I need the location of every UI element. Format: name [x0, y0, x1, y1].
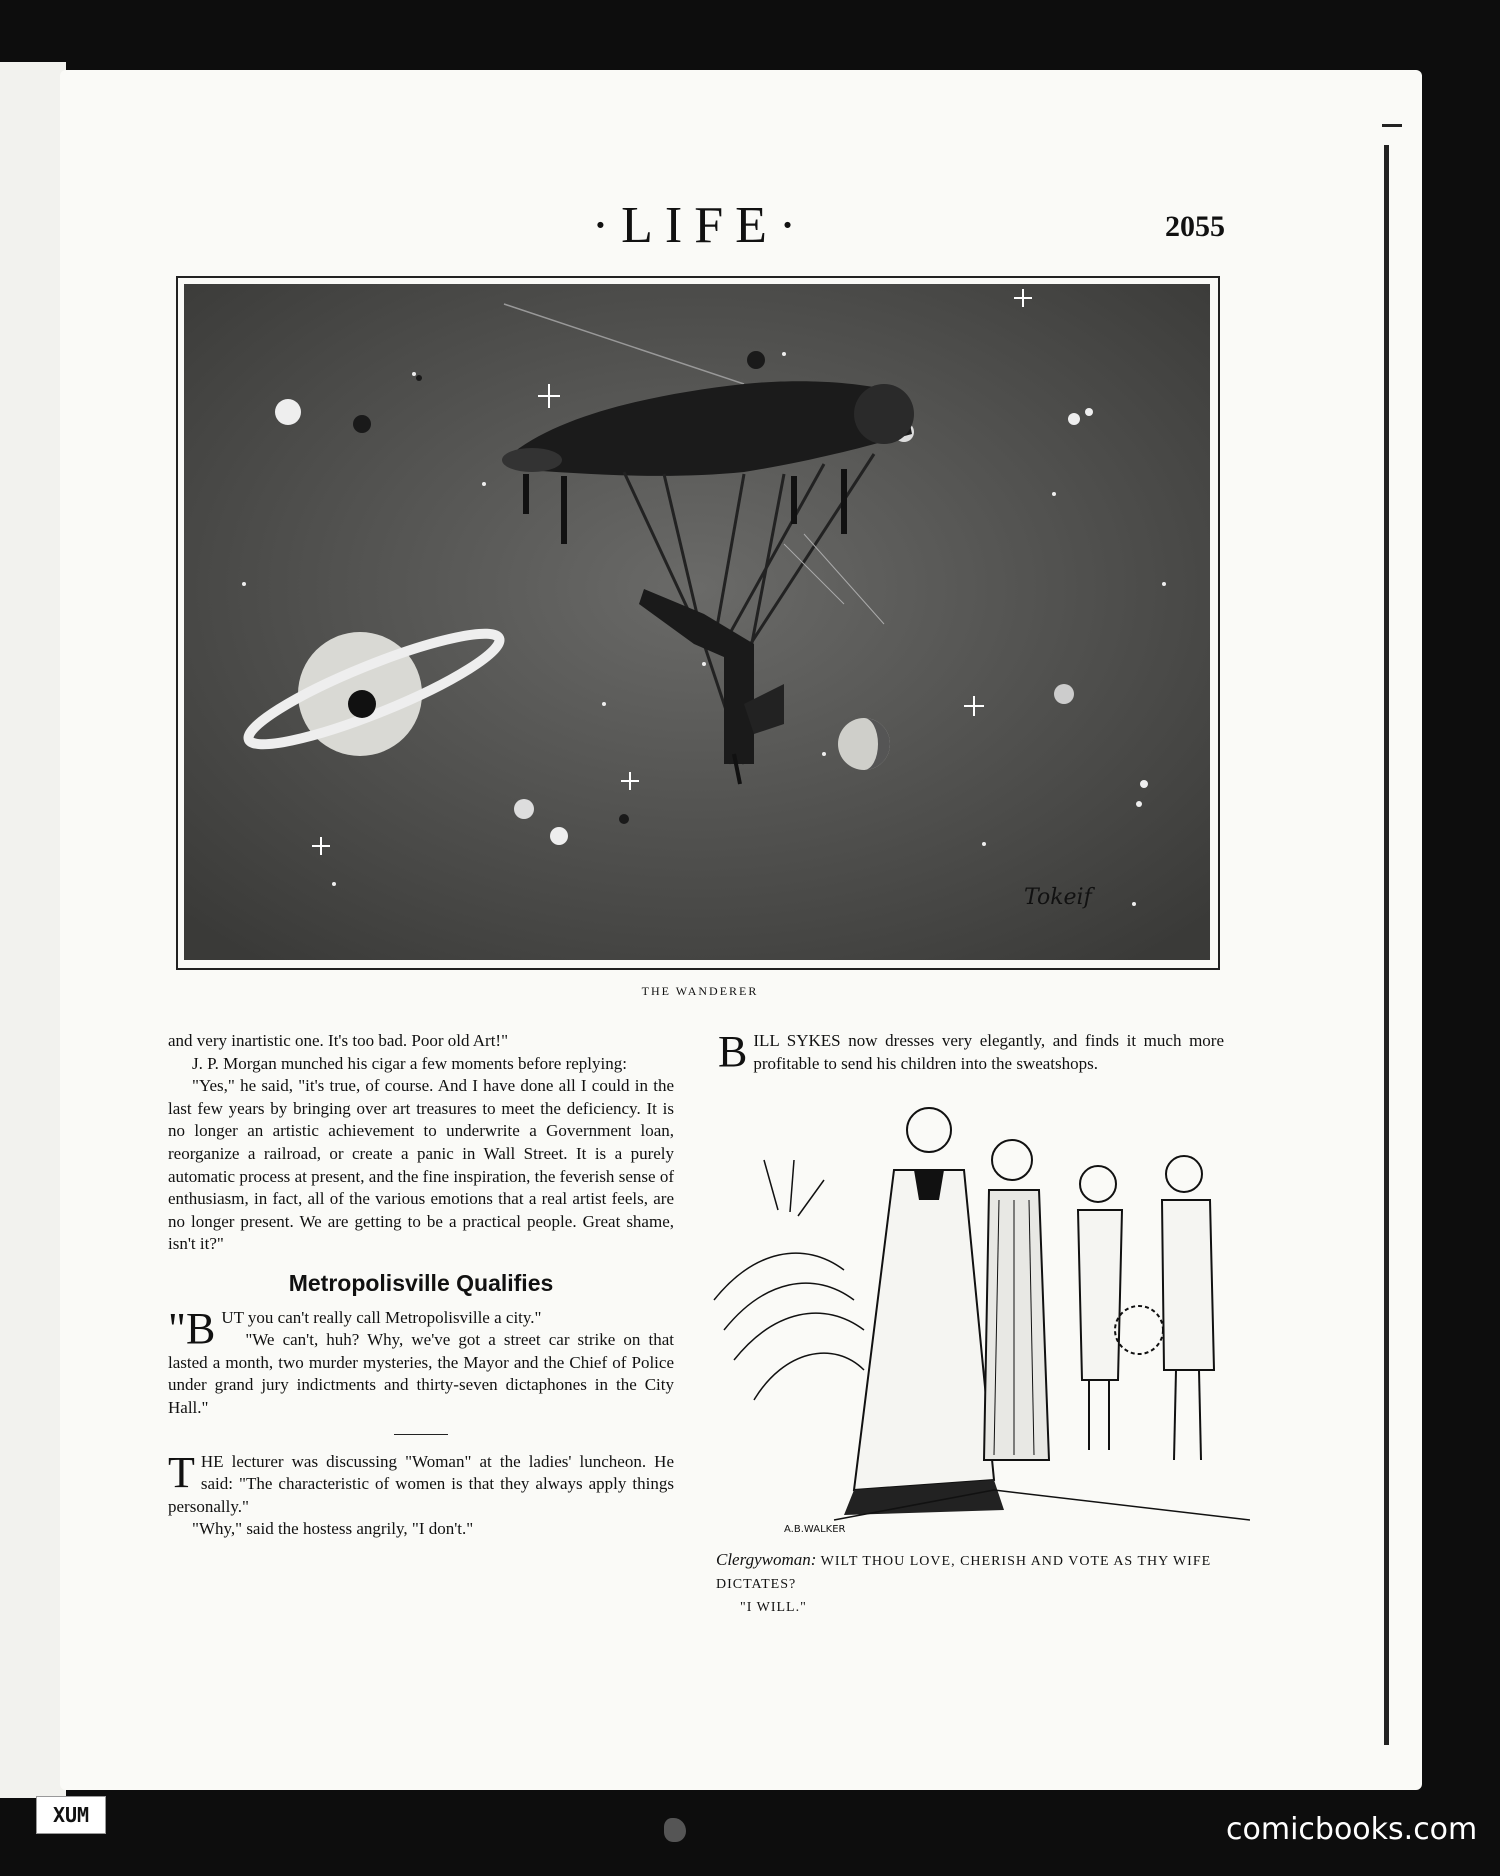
drop-cap: B	[718, 1027, 748, 1076]
paragraph-continuation: and very inartistic one. It's too bad. Poor old Art!"	[168, 1031, 509, 1050]
paragraph-morgan-quote: "Yes," he said, "it's true, of course. And I have done all I could in the last few years by bringing over art treasures to meet the deficiency. It is no longer an artistic achievement to underwrite a Government loan, reorganize a railroad, or create a panic in Wall Street. It is a purely automatic process at present, and the fine inspiration, the feverish sense of enthusiasm, in fact, all of the various emotions that a real artist feels, are no longer present. We are getting to be a practical people. Great shame, isn't it?"	[168, 1076, 674, 1254]
page-number: 2055	[1165, 210, 1225, 243]
right-text-column	[718, 1027, 1224, 1076]
drop-cap: "B	[168, 1303, 216, 1353]
caption-reply: "I WILL."	[740, 1600, 807, 1615]
page-edge-mark	[1382, 124, 1402, 127]
wanderer-artwork	[184, 284, 1210, 960]
drop-cap: T	[168, 1447, 195, 1497]
lecturer-paragraph	[168, 1447, 674, 1519]
masthead-title: ·LIFE·	[591, 197, 809, 254]
illustration-caption: THE WANDERER	[641, 984, 759, 998]
sykes-paragraph	[718, 1027, 1224, 1076]
artist-signature: Tokeif	[1024, 885, 1092, 910]
cartoon-artwork	[694, 1100, 1250, 1540]
cartoon-caption	[716, 1548, 1226, 1619]
section-heading: Metropolisville Qualifies	[288, 1269, 554, 1296]
scan-smudge	[664, 1818, 686, 1842]
caption-speaker: Clergywoman:	[716, 1550, 817, 1569]
hostess-reply: "Why," said the hostess angrily, "I don't."	[192, 1519, 474, 1539]
paragraph-morgan: J. P. Morgan munched his cigar a few moments before replying:	[192, 1053, 627, 1073]
caption-line: WILT THOU LOVE, CHERISH AND VOTE AS THY WIFE DICTATES?	[716, 1554, 1212, 1592]
lecturer-text: HE lecturer was discussing "Woman" at the ladies' luncheon. He said: "The characteristic of women is that they always apply things personally."	[168, 1451, 674, 1516]
site-watermark: comicbooks.com	[1226, 1812, 1478, 1847]
metropolisville-paragraph	[168, 1303, 674, 1353]
small-planet	[838, 718, 890, 770]
section-divider	[394, 1434, 448, 1435]
metropolisville-text: UT you can't really call Metropolisville a city."	[221, 1307, 542, 1327]
sykes-text: ILL SYKES now dresses very elegantly, and finds it much more profitable to send his children into the sweatshops.	[753, 1031, 1224, 1073]
left-text-column	[168, 1030, 674, 1541]
space-illustration	[176, 276, 1220, 970]
facing-page-edge	[0, 62, 66, 1798]
cartoon-signature: A.B.WALKER	[784, 1524, 846, 1535]
library-tag: XUM	[36, 1796, 106, 1834]
metropolisville-reply: "We can't, huh? Why, we've got a street car strike on that lasted a month, two murder mysteries, the Mayor and the Chief of Police under grand jury indictments and thirty-seven dictaphones in the City Hall."	[168, 1330, 674, 1417]
wedding-cartoon	[694, 1100, 1250, 1540]
page-edge-rule	[1384, 145, 1389, 1745]
